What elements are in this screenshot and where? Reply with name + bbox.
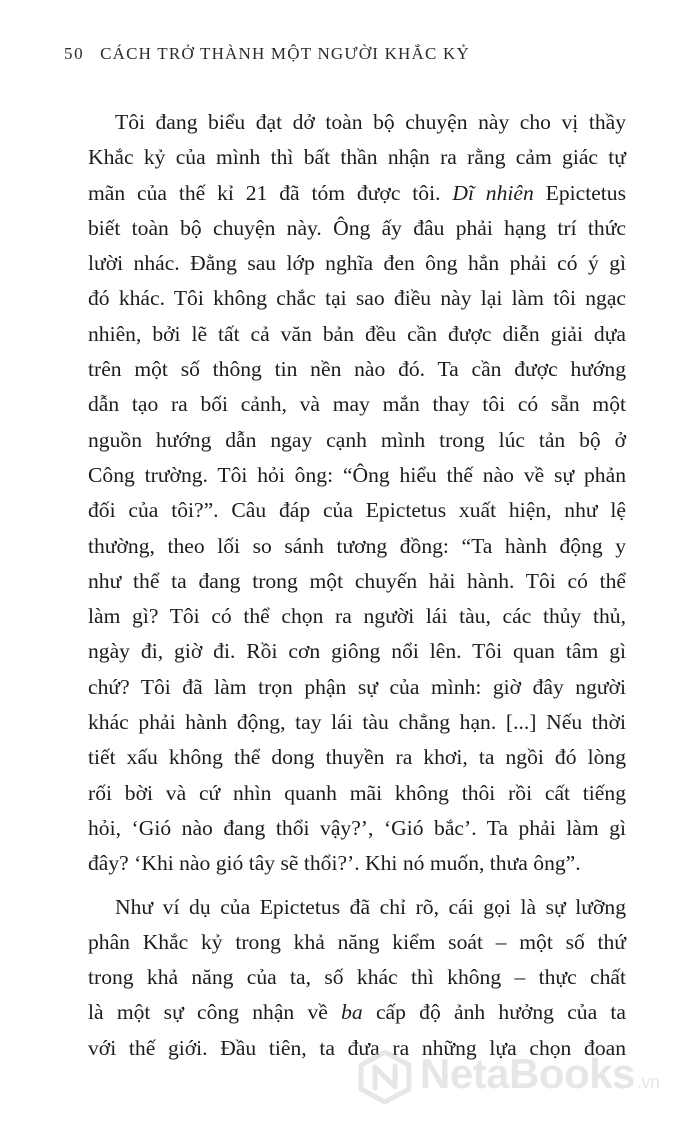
emphasis: Dĩ nhiên [452, 180, 534, 205]
text-line: Tôi đang biểu đạt dở toàn bộ chuyện này cho vị thầy [115, 110, 626, 134]
text-line: Công trường. Tôi hỏi ông: “Ông hiểu thế nào về sự phản [88, 462, 626, 487]
text-line: đây? ‘Khi nào gió tây sẽ thổi?’. Khi nó muốn, thưa ông”. [88, 851, 581, 876]
text-line: Khắc kỷ của mình thì bất thần nhận ra rằng cảm giác tự [88, 145, 626, 170]
emphasis: ba [341, 1000, 363, 1025]
text-line: nhiên, bởi lẽ tất cả văn bản đều cần được diễn giải dựa [88, 321, 626, 346]
paragraph [88, 105, 626, 882]
text-line: phân Khắc kỷ trong khả năng kiểm soát – một số thứ [88, 929, 626, 954]
text-line: thường, theo lối so sánh tương đồng: “Ta hành động y [88, 533, 626, 558]
running-header [64, 44, 470, 64]
text-line: dẫn tạo ra bối cảnh, và may mắn thay tôi có sẵn một [88, 392, 626, 417]
text-segment: là một sự công nhận về [88, 1000, 342, 1025]
text-line: khác phải hành động, tay lái tàu chẳng hạn. [...] Nếu thời [88, 710, 626, 735]
watermark [358, 1046, 698, 1106]
watermark-brand: NetaBooks [420, 1050, 635, 1097]
text-line: nguồn hướng dẫn ngay cạnh mình trong lúc tản bộ ở [88, 427, 626, 452]
chapter-title: CÁCH TRỞ THÀNH MỘT NGƯỜI KHẮC KỶ [100, 44, 470, 63]
text-segment: Epictetus [533, 180, 626, 205]
text-line: ngày đi, giờ đi. Rồi cơn giông nổi lên. Tôi quan tâm gì [88, 639, 626, 664]
paragraph [88, 890, 626, 1066]
body-text [88, 105, 626, 1066]
text-line [88, 176, 626, 211]
text-line: trong khả năng của ta, số khác thì không – thực chất [88, 965, 626, 990]
text-line: rối bời và cứ nhìn quanh mãi không thôi rồi cất tiếng [88, 780, 626, 805]
watermark-suffix: .vn [636, 1072, 660, 1092]
text-line: biết toàn bộ chuyện này. Ông ấy đâu phải hạng trí thức [88, 215, 626, 240]
text-line [88, 995, 626, 1030]
text-line: Như ví dụ của Epictetus đã chỉ rõ, cái gọi là sự lưỡng [115, 894, 626, 919]
text-line: lười nhác. Đằng sau lớp nghĩa đen ông hẳn phải có ý gì [88, 251, 626, 276]
text-line: đó khác. Tôi không chắc tại sao điều này lại làm tôi ngạc [88, 286, 626, 311]
watermark-text [420, 1050, 659, 1098]
text-line: đối của tôi?”. Câu đáp của Epictetus xuất hiện, như lệ [88, 498, 626, 523]
text-segment: mãn của thế kỉ 21 đã tóm được tôi. [88, 180, 453, 205]
text-line: trên một số thông tin nền nào đó. Ta cần được hướng [88, 357, 626, 382]
text-line: làm gì? Tôi có thể chọn ra người lái tàu, các thủy thủ, [88, 604, 626, 629]
text-line: tiết xấu không thể dong thuyền ra khơi, ta ngồi đó lòng [88, 745, 626, 770]
text-segment: cấp độ ảnh hưởng của ta [362, 1000, 626, 1025]
text-line: chứ? Tôi đã làm trọn phận sự của mình: giờ đây người [88, 674, 626, 699]
text-line: như thể ta đang trong một chuyến hải hành. Tôi có thể [88, 568, 626, 593]
text-line: với thế giới. Đầu tiên, ta đưa ra những lựa chọn đoan [88, 1035, 626, 1060]
paragraph-gap [88, 882, 626, 890]
netabooks-n-logo-icon [358, 1050, 412, 1104]
page-number: 50 [64, 44, 85, 63]
text-line: hỏi, ‘Gió nào đang thổi vậy?’, ‘Gió bắc’. Ta phải làm gì [88, 815, 626, 840]
